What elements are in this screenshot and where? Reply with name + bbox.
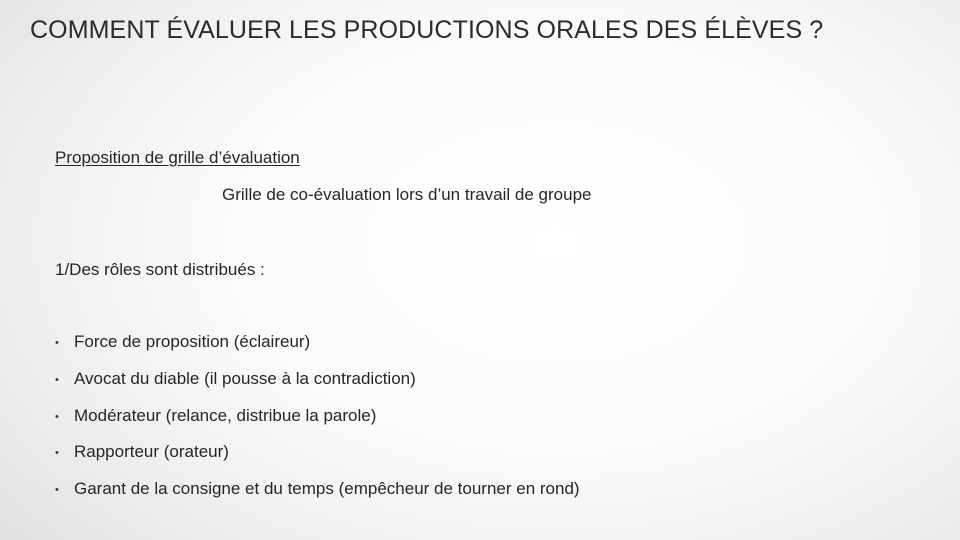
role-label: Modérateur (relance, distribue la parole) [74, 405, 377, 425]
role-label: Force de proposition (éclaireur) [74, 332, 311, 351]
bullet-icon: • [55, 410, 59, 423]
subtitle-grid-proposal: Proposition de grille d’évaluation [55, 148, 300, 167]
grid-title: Grille de co-évaluation lors d’un travail de groupe [222, 185, 592, 204]
role-label: Garant de la consigne et du temps (empêcheur de tourner en rond) [74, 479, 580, 499]
slide-title: COMMENT ÉVALUER LES PRODUCTIONS ORALES DES ÉLÈVES ? [30, 16, 824, 44]
section-heading-roles: 1/Des rôles sont distribués : [55, 260, 265, 279]
role-label: Rapporteur (orateur) [74, 442, 229, 462]
bullet-icon: • [55, 337, 59, 349]
bullet-icon: • [55, 447, 59, 460]
bullet-icon: • [55, 373, 59, 386]
bullet-icon: • [55, 484, 59, 497]
role-label: Avocat du diable (il pousse à la contradiction) [74, 368, 416, 388]
